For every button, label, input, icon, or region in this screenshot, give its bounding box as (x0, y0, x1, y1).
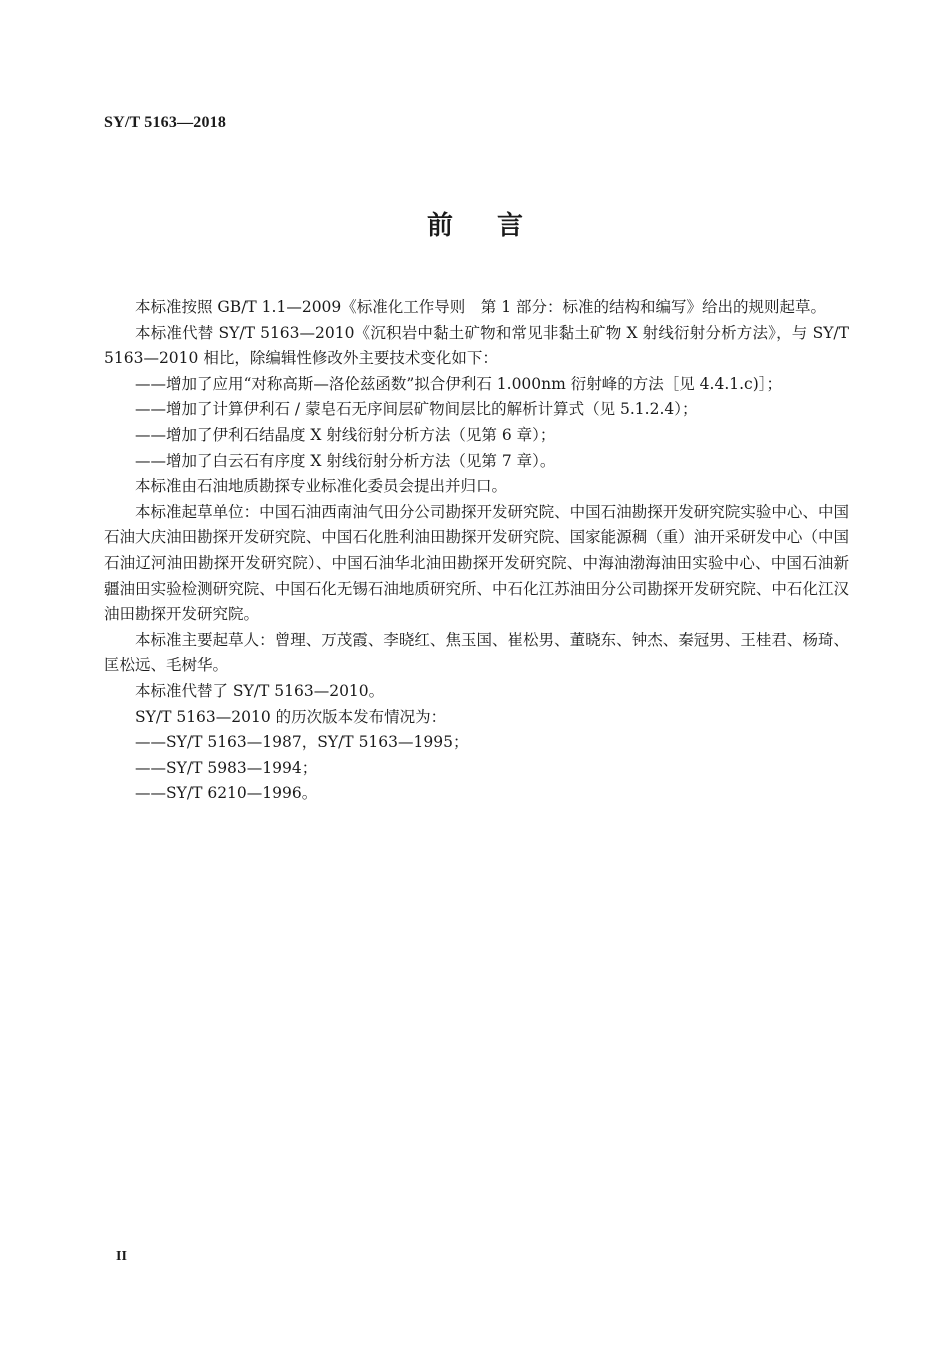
change-item: ——增加了伊利石结晶度 X 射线衍射分析方法（见第 6 章）； (135, 425, 556, 444)
paragraph-superseded: 本标准代替了 SY/T 5163—2010。 (135, 681, 385, 700)
paragraph-drafting-rules: 本标准按照 GB/T 1.1—2009《标准化工作导则 第 1 部分：标准的结构和编写》给出的规则起草。 (135, 298, 827, 316)
history-item: ——SY/T 6210—1996。 (135, 784, 318, 803)
paragraph-history-intro: SY/T 5163—2010 的历次版本发布情况为： (135, 707, 447, 726)
paragraph-drafting-units: 本标准起草单位：中国石油西南油气田分公司勘探开发研究院、中国石油勘探开发研究院实验中心、中国石油大庆油田勘探开发研究院、中国石化胜利油田勘探开发研究院、国家能源稠（重）油开采研发中心（中国石油辽河油田勘探开发研究院）、中国石油华北油田勘探开发研究院、中海油渤海油田实验中心、中国石油新疆油田实验检测研究院、中国石化无锡石油地质研究所、中石化江苏油田分公司勘探开发研究院、中石化江汉油田勘探开发研究院。 (104, 502, 849, 624)
paragraph-replacement: 本标准代替 SY/T 5163—2010《沉积岩中黏土矿物和常见非黏土矿物 X 射线衍射分析方法》，与 SY/T 5163—2010 相比，除编辑性修改外主要技术变化如下： (104, 323, 849, 368)
history-item: ——SY/T 5163—1987，SY/T 5163—1995； (135, 733, 469, 752)
paragraph-drafters: 本标准主要起草人：曾理、万茂霞、李晓红、焦玉国、崔松男、董晓东、钟杰、秦冠男、王桂君、杨琦、匡松远、毛树华。 (104, 630, 849, 675)
change-item: ——增加了计算伊利石 / 蒙皂石无序间层矿物间层比的解析计算式（见 5.1.2.4）； (135, 400, 698, 419)
standard-code: SY/T 5163—2018 (104, 114, 227, 131)
change-item: ——增加了应用“对称高斯—洛伦兹函数”拟合伊利石 1.000nm 衍射峰的方法［见 4.4.1.c)］； (135, 374, 783, 393)
paragraph-proposer: 本标准由石油地质勘探专业标准化委员会提出并归口。 (135, 477, 508, 496)
page-title: 前言 (426, 211, 567, 241)
foreword-body (104, 295, 849, 807)
page-number: II (116, 1249, 127, 1264)
change-item: ——增加了白云石有序度 X 射线衍射分析方法（见第 7 章）。 (135, 451, 556, 470)
history-item: ——SY/T 5983—1994； (135, 758, 318, 777)
